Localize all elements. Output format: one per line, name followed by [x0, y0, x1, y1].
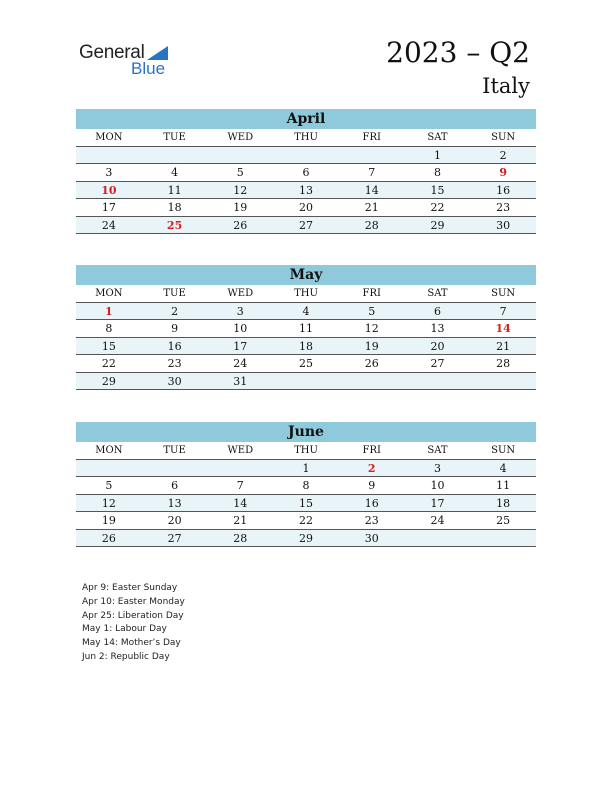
day-cell: 10: [430, 479, 445, 492]
day-cell: 22: [299, 514, 314, 527]
week-row: [76, 320, 536, 338]
holiday-item: Jun 2: Republic Day: [82, 651, 170, 662]
logo-blue-text: Blue: [131, 59, 166, 78]
day-cell: 30: [364, 531, 379, 545]
day-cell: 4: [171, 166, 179, 179]
day-cell: 21: [496, 339, 511, 353]
day-cell: 3: [236, 304, 244, 318]
day-cell: [273, 373, 339, 390]
weekday-label: SAT: [427, 445, 448, 456]
day-cell: 3: [105, 166, 113, 179]
holiday-list: [82, 582, 185, 665]
week-row: [76, 373, 536, 391]
day-cell: 28: [496, 357, 511, 370]
day-cell: [142, 147, 208, 164]
day-cell: [405, 373, 471, 390]
day-cell: [470, 530, 536, 547]
weekday-header-row: [76, 442, 536, 460]
day-cell: 24: [233, 357, 248, 370]
country-name: Italy: [482, 74, 530, 98]
day-cell: 26: [101, 531, 116, 545]
day-cell: 18: [496, 496, 511, 510]
day-cell: [339, 373, 405, 390]
day-cell: 21: [233, 514, 248, 527]
day-cell: 3: [433, 461, 441, 475]
day-cell: 17: [430, 496, 445, 510]
day-cell: [76, 460, 142, 477]
week-row: [76, 217, 536, 235]
day-cell: 2: [171, 304, 179, 318]
day-cell: 10: [233, 322, 248, 335]
day-cell: 1: [302, 461, 310, 475]
month-1: [76, 265, 536, 390]
weekday-label: FRI: [362, 445, 381, 456]
weekday-label: SAT: [427, 288, 448, 299]
weekday-label: WED: [227, 132, 254, 143]
day-cell: 4: [499, 461, 507, 475]
day-cell: 11: [496, 479, 511, 492]
day-cell: 19: [364, 339, 379, 353]
holiday-item: Apr 25: Liberation Day: [82, 610, 184, 621]
month-0: [76, 109, 536, 234]
day-cell: 22: [101, 357, 116, 370]
day-cell: 29: [101, 374, 116, 388]
day-cell: 21: [364, 201, 379, 214]
logo-triangle-icon: [147, 46, 168, 60]
holiday-date: 14: [495, 322, 511, 335]
weekday-label: WED: [227, 445, 254, 456]
day-cell: 14: [364, 183, 379, 197]
weekday-label: TUE: [163, 445, 186, 456]
day-cell: 8: [433, 166, 441, 179]
weekday-label: WED: [227, 288, 254, 299]
day-cell: 26: [364, 357, 379, 370]
week-row: [76, 477, 536, 495]
day-cell: 23: [167, 357, 182, 370]
weekday-label: THU: [294, 132, 318, 143]
day-cell: 30: [496, 218, 511, 232]
weekday-label: FRI: [362, 132, 381, 143]
day-cell: 7: [236, 479, 244, 492]
week-row: [76, 164, 536, 182]
day-cell: 5: [368, 304, 376, 318]
day-cell: 12: [364, 322, 379, 335]
day-cell: 24: [101, 218, 116, 232]
weekday-label: THU: [294, 288, 318, 299]
weekday-label: SUN: [491, 445, 516, 456]
day-cell: 31: [233, 374, 248, 388]
day-cell: 29: [299, 531, 314, 545]
day-cell: 13: [167, 496, 182, 510]
week-row: [76, 199, 536, 217]
day-cell: [142, 460, 208, 477]
day-cell: 27: [299, 218, 314, 232]
day-cell: 27: [167, 531, 182, 545]
day-cell: 15: [430, 183, 445, 197]
day-cell: 14: [233, 496, 248, 510]
day-cell: 19: [233, 201, 248, 214]
day-cell: 11: [299, 322, 314, 335]
day-cell: 29: [430, 218, 445, 232]
week-row: [76, 512, 536, 530]
weekday-header-row: [76, 129, 536, 147]
holiday-item: May 14: Mother’s Day: [82, 638, 181, 649]
day-cell: 23: [364, 514, 379, 527]
day-cell: 5: [236, 166, 244, 179]
week-row: [76, 355, 536, 373]
week-row: [76, 147, 536, 165]
holiday-item: May 1: Labour Day: [82, 624, 167, 635]
day-cell: [76, 147, 142, 164]
day-cell: [339, 147, 405, 164]
month-2: [76, 422, 536, 547]
holiday-item: Apr 10: Easter Monday: [82, 596, 185, 607]
weekday-label: SUN: [491, 288, 516, 299]
day-cell: 28: [364, 218, 379, 232]
day-cell: 28: [233, 531, 248, 545]
holiday-date: 10: [101, 183, 117, 197]
day-cell: [470, 373, 536, 390]
day-cell: 11: [167, 183, 182, 197]
month-title: April: [76, 109, 536, 129]
day-cell: 17: [233, 339, 248, 353]
day-cell: 8: [302, 479, 310, 492]
weekday-label: MON: [95, 445, 123, 456]
holiday-date: 25: [166, 218, 183, 232]
holiday-date: 2: [367, 461, 376, 475]
week-row: [76, 460, 536, 478]
day-cell: 9: [171, 322, 179, 335]
day-cell: 26: [233, 218, 248, 232]
holiday-item: Apr 9: Easter Sunday: [82, 583, 178, 593]
day-cell: 17: [101, 201, 116, 214]
holiday-date: 1: [105, 304, 113, 318]
day-cell: 25: [299, 357, 314, 370]
day-cell: 18: [299, 339, 314, 353]
day-cell: 12: [233, 183, 248, 197]
day-cell: 16: [167, 339, 182, 353]
weekday-label: FRI: [362, 288, 381, 299]
day-cell: 5: [105, 479, 113, 492]
day-cell: 7: [499, 304, 507, 318]
day-cell: 23: [496, 201, 511, 214]
day-cell: 27: [430, 357, 445, 370]
day-cell: 12: [101, 496, 116, 510]
day-cell: 13: [430, 322, 445, 335]
day-cell: 22: [430, 201, 445, 214]
weekday-label: TUE: [163, 288, 186, 299]
day-cell: 19: [101, 514, 116, 527]
day-cell: 24: [430, 514, 445, 527]
day-cell: 6: [433, 304, 441, 318]
day-cell: 9: [368, 479, 376, 492]
week-row: [76, 338, 536, 356]
brand-logo: [79, 40, 179, 80]
weekday-label: MON: [95, 132, 123, 143]
holiday-date: 9: [499, 166, 507, 179]
weekday-label: THU: [294, 445, 318, 456]
day-cell: [273, 147, 339, 164]
weekday-label: SUN: [491, 132, 516, 143]
month-title: June: [76, 422, 536, 442]
day-cell: 6: [171, 479, 179, 492]
month-title: May: [76, 265, 536, 285]
day-cell: 2: [499, 148, 507, 162]
day-cell: 13: [299, 183, 314, 197]
day-cell: 25: [496, 514, 511, 527]
day-cell: 16: [496, 183, 511, 197]
day-cell: 30: [167, 374, 182, 388]
day-cell: [207, 460, 273, 477]
weekday-header-row: [76, 285, 536, 303]
weekday-label: MON: [95, 288, 123, 299]
day-cell: 20: [167, 514, 182, 527]
day-cell: 6: [302, 166, 310, 179]
day-cell: [405, 530, 471, 547]
week-row: [76, 303, 536, 321]
page-title: 2023 – Q2: [386, 36, 530, 69]
day-cell: 20: [299, 201, 314, 214]
weekday-label: TUE: [163, 132, 186, 143]
day-cell: 15: [299, 496, 314, 510]
day-cell: [207, 147, 273, 164]
day-cell: 18: [167, 201, 182, 214]
day-cell: 8: [105, 322, 113, 335]
week-row: [76, 495, 536, 513]
day-cell: 4: [302, 304, 310, 318]
logo-general-text: General: [79, 42, 145, 63]
day-cell: 15: [101, 339, 116, 353]
week-row: [76, 530, 536, 548]
day-cell: 1: [433, 148, 441, 162]
day-cell: 7: [368, 166, 376, 179]
weekday-label: SAT: [427, 132, 448, 143]
week-row: [76, 182, 536, 200]
day-cell: 20: [430, 339, 445, 353]
day-cell: 16: [364, 496, 379, 510]
